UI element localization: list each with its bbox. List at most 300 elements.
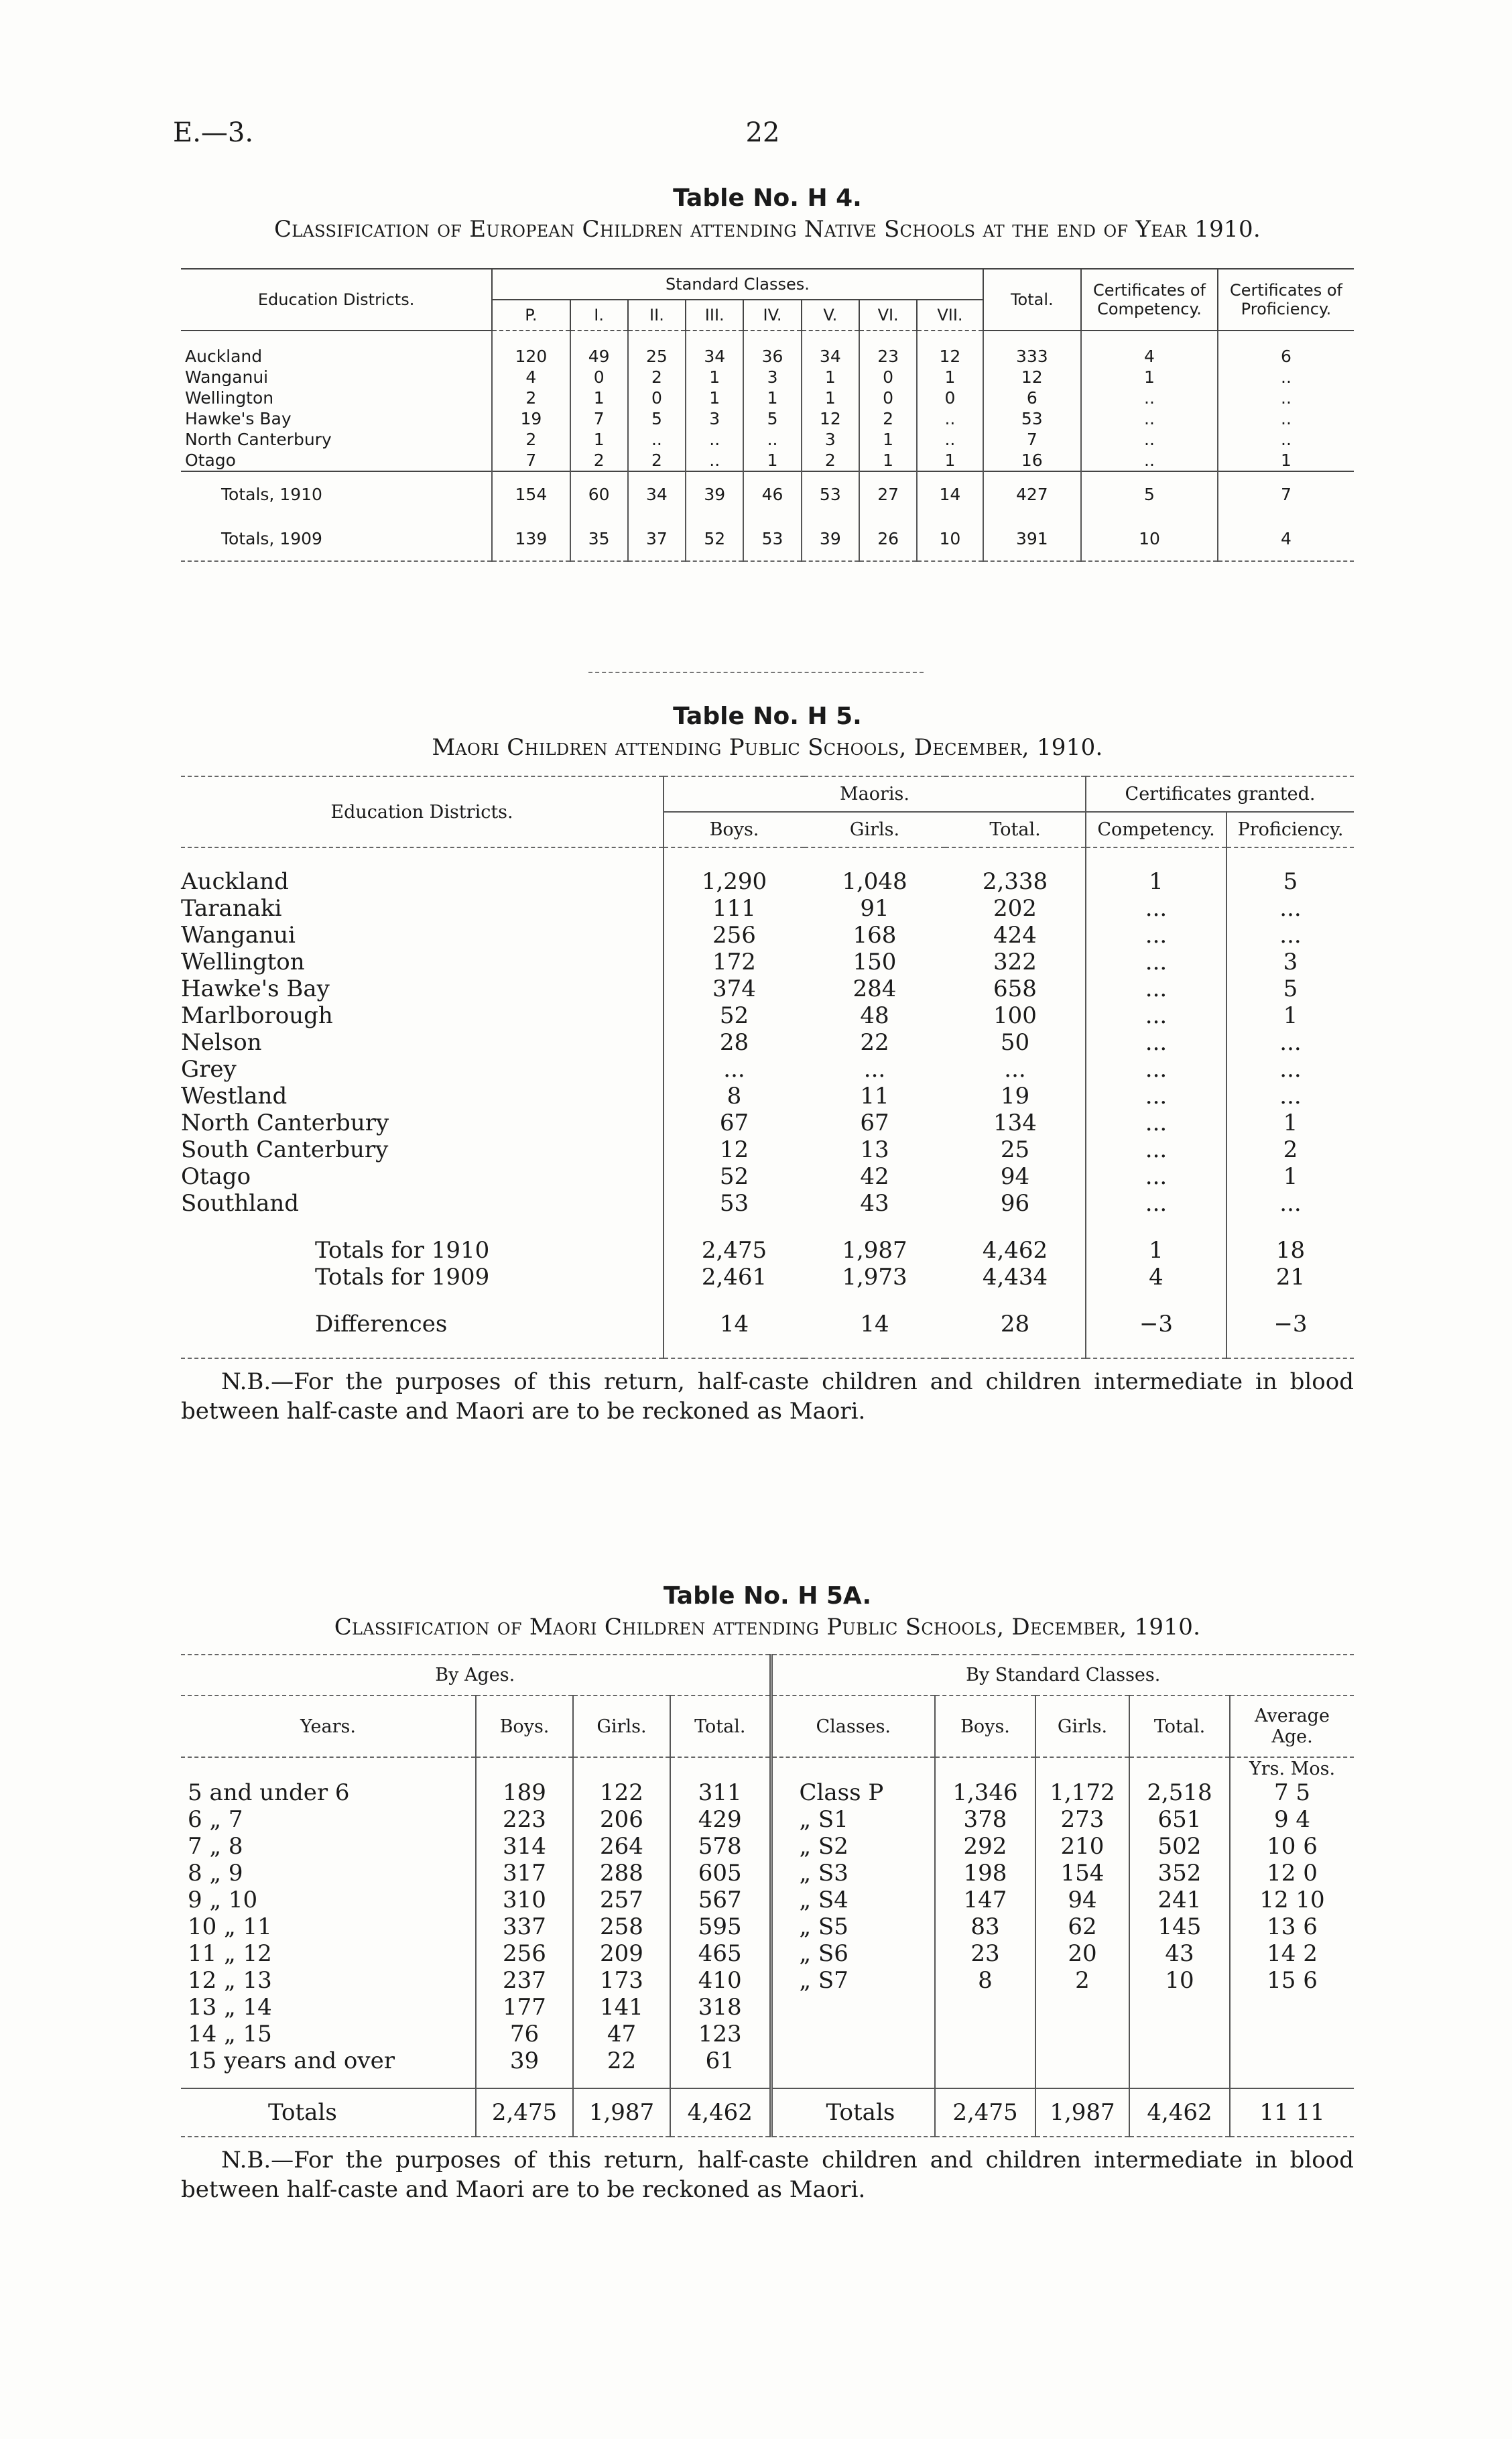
- value-cell: 337: [476, 1913, 573, 1940]
- value-cell: 2,475: [664, 1237, 804, 1264]
- value-cell: 35: [570, 516, 628, 561]
- value-cell: 28: [1000, 1311, 1030, 1337]
- value-cell: 53: [664, 1190, 804, 1217]
- value-cell: 2,518: [1129, 1779, 1230, 1806]
- spacer-cell: [804, 847, 945, 868]
- value-cell: ...: [1226, 1083, 1354, 1110]
- table-h4: [181, 268, 1354, 562]
- class-name: [771, 2021, 935, 2047]
- value-cell: 322: [993, 949, 1037, 975]
- table-row: [181, 975, 1354, 1002]
- value-cell: 237: [476, 1967, 573, 1994]
- spacer-cell: [1226, 847, 1354, 868]
- value-cell: ..: [1218, 408, 1354, 429]
- value-cell: [1230, 2021, 1354, 2047]
- h4-header-standard-classes: Standard Classes.: [492, 269, 983, 300]
- value-cell: 27: [859, 471, 917, 516]
- value-cell: 20: [1035, 1940, 1129, 1967]
- h4-header-class: IV.: [743, 300, 801, 331]
- h4-header-class: V.: [802, 300, 859, 331]
- value-cell: 67: [860, 1110, 889, 1136]
- value-cell: 4: [1081, 346, 1218, 367]
- value-cell: 12: [802, 408, 859, 429]
- value-cell: 1: [743, 450, 801, 471]
- spacer-cell: [181, 1217, 664, 1237]
- value-cell: 8: [664, 1083, 804, 1110]
- value-cell: 120: [492, 346, 570, 367]
- value-cell: 374: [664, 975, 804, 1002]
- value-cell: 14: [860, 1311, 889, 1337]
- value-cell: ..: [1081, 429, 1218, 450]
- spacer-cell: [935, 2074, 1035, 2088]
- table-h5a-subtitle: Classification of Maori Children attending Public Schools, December, 1910.: [334, 1614, 1201, 1641]
- value-cell: 46: [743, 471, 801, 516]
- section-divider: [588, 672, 924, 673]
- table-h5-subtitle: Maori Children attending Public Schools, December, 1910.: [432, 734, 1103, 761]
- value-cell: ...: [1086, 1136, 1226, 1163]
- value-cell: 317: [476, 1860, 573, 1887]
- value-cell: 651: [1129, 1806, 1230, 1833]
- spacer-cell: [1086, 1217, 1226, 1237]
- spacer-cell: [573, 2074, 670, 2088]
- h5a-header-average-age: Average Age.: [1230, 1696, 1354, 1757]
- value-cell: 60: [570, 471, 628, 516]
- h5a-header-classes: Classes.: [771, 1696, 935, 1757]
- value-cell: 1: [917, 367, 983, 388]
- totals-label: Totals: [771, 2088, 935, 2137]
- spacer-cell: [1086, 1291, 1226, 1311]
- spacer-row: [181, 1337, 1354, 1358]
- page-reference: E.—3.: [173, 117, 254, 148]
- district-name: Taranaki: [181, 895, 282, 922]
- value-cell: 61: [670, 2047, 771, 2074]
- value-cell: 1,973: [842, 1264, 907, 1291]
- value-cell: ...: [1226, 1029, 1354, 1056]
- value-cell: 12: [983, 367, 1081, 388]
- value-cell: 2: [570, 450, 628, 471]
- value-cell: 53: [802, 471, 859, 516]
- value-cell: 0: [628, 388, 686, 408]
- table-row: [181, 388, 1354, 408]
- spacer-cell: [664, 1217, 804, 1237]
- value-cell: 0: [570, 367, 628, 388]
- value-cell: 410: [670, 1967, 771, 1994]
- value-cell: ...: [1226, 1190, 1354, 1217]
- h5-header-girls: Girls.: [849, 819, 900, 840]
- value-cell: 1,290: [664, 868, 804, 895]
- value-cell: 1,987: [573, 2088, 670, 2137]
- table-row: [181, 1887, 1354, 1913]
- value-cell: [1035, 2047, 1129, 2074]
- spacer-cell: [628, 331, 686, 346]
- value-cell: 2: [802, 450, 859, 471]
- value-cell: 4: [1086, 1264, 1226, 1291]
- h5a-header-class-boys: Boys.: [935, 1696, 1035, 1757]
- table-row: [181, 429, 1354, 450]
- spacer-cell: [771, 1757, 935, 1779]
- value-cell: 502: [1129, 1833, 1230, 1860]
- value-cell: −3: [1226, 1311, 1354, 1337]
- age-range: 15 years and over: [188, 2047, 395, 2074]
- value-cell: 210: [1035, 1833, 1129, 1860]
- value-cell: [1035, 1994, 1129, 2021]
- value-cell: 13 6: [1230, 1913, 1354, 1940]
- district-name: Nelson: [181, 1029, 262, 1056]
- spacer-cell: [181, 1337, 664, 1358]
- value-cell: 2,461: [664, 1264, 804, 1291]
- value-cell: ...: [1226, 922, 1354, 949]
- value-cell: ...: [863, 1056, 886, 1083]
- value-cell: 333: [983, 346, 1081, 367]
- value-cell: [935, 2047, 1035, 2074]
- class-name: „ S1: [771, 1806, 935, 1833]
- value-cell: 141: [573, 1994, 670, 2021]
- value-cell: 1: [917, 450, 983, 471]
- value-cell: ...: [1004, 1056, 1026, 1083]
- yrs-mos-row: [181, 1757, 1354, 1779]
- value-cell: 134: [993, 1110, 1037, 1136]
- h5a-header-class-girls: Girls.: [1035, 1696, 1129, 1757]
- spacer-cell: [804, 1337, 945, 1358]
- value-cell: 19: [1000, 1083, 1030, 1110]
- value-cell: 7: [983, 429, 1081, 450]
- value-cell: 154: [492, 471, 570, 516]
- district-name: Wanganui: [181, 922, 296, 949]
- value-cell: 62: [1035, 1913, 1129, 1940]
- table-row: [181, 895, 1354, 922]
- table-row: [181, 1237, 1354, 1264]
- district-name: Grey: [181, 1056, 237, 1083]
- value-cell: 264: [573, 1833, 670, 1860]
- h4-header-class: I.: [570, 300, 628, 331]
- h5a-header-by-standard: By Standard Classes.: [771, 1655, 1354, 1696]
- spacer-cell: [1218, 331, 1354, 346]
- spacer-cell: [983, 331, 1081, 346]
- value-cell: 52: [664, 1163, 804, 1190]
- value-cell: 53: [983, 408, 1081, 429]
- value-cell: 241: [1129, 1887, 1230, 1913]
- district-name: Wellington: [185, 388, 274, 408]
- value-cell: 16: [983, 450, 1081, 471]
- value-cell: 292: [935, 1833, 1035, 1860]
- value-cell: ...: [1086, 1056, 1226, 1083]
- spacer-row: [181, 1217, 1354, 1237]
- table-row: [181, 1913, 1354, 1940]
- spacer-cell: [743, 331, 801, 346]
- value-cell: 34: [628, 471, 686, 516]
- value-cell: 22: [573, 2047, 670, 2074]
- value-cell: [1230, 1994, 1354, 2021]
- value-cell: ...: [1086, 922, 1226, 949]
- value-cell: 578: [670, 1833, 771, 1860]
- class-name: „ S3: [771, 1860, 935, 1887]
- value-cell: 1: [1226, 1110, 1354, 1136]
- value-cell: 52: [686, 516, 743, 561]
- table-h5a-section: [181, 1582, 1354, 2227]
- value-cell: 5: [628, 408, 686, 429]
- value-cell: 427: [983, 471, 1081, 516]
- value-cell: ...: [1086, 949, 1226, 975]
- spacer-cell: [573, 1757, 670, 1779]
- spacer-cell: [492, 331, 570, 346]
- value-cell: 595: [670, 1913, 771, 1940]
- value-cell: 48: [860, 1002, 889, 1029]
- value-cell: 67: [664, 1110, 804, 1136]
- value-cell: [1129, 2021, 1230, 2047]
- age-range: 11 „ 12: [188, 1940, 272, 1967]
- district-name: Auckland: [185, 347, 263, 366]
- value-cell: 258: [573, 1913, 670, 1940]
- value-cell: 318: [670, 1994, 771, 2021]
- spacer-cell: [945, 847, 1086, 868]
- value-cell: 288: [573, 1860, 670, 1887]
- value-cell: 429: [670, 1806, 771, 1833]
- spacer-cell: [945, 1217, 1086, 1237]
- value-cell: ..: [1081, 388, 1218, 408]
- district-name: Auckland: [181, 868, 289, 895]
- value-cell: 25: [1000, 1136, 1030, 1163]
- spacer-cell: [181, 2074, 476, 2088]
- value-cell: ..: [686, 450, 743, 471]
- spacer-cell: [859, 331, 917, 346]
- table-row: [181, 1190, 1354, 1217]
- value-cell: 10: [1129, 1967, 1230, 1994]
- value-cell: 39: [476, 2047, 573, 2074]
- value-cell: 37: [628, 516, 686, 561]
- h4-header-proficiency: Certificates of Proficiency.: [1218, 269, 1354, 331]
- value-cell: ..: [1081, 450, 1218, 471]
- value-cell: 6: [983, 388, 1081, 408]
- value-cell: 2: [628, 367, 686, 388]
- age-range: 9 „ 10: [188, 1887, 258, 1913]
- value-cell: 311: [670, 1779, 771, 1806]
- class-name: „ S5: [771, 1913, 935, 1940]
- value-cell: 2: [1035, 1967, 1129, 1994]
- table-row: [181, 1056, 1354, 1083]
- district-name: North Canterbury: [181, 1110, 389, 1136]
- table-row: [181, 868, 1354, 895]
- value-cell: 314: [476, 1833, 573, 1860]
- value-cell: 14: [664, 1311, 804, 1337]
- table-row: [181, 1779, 1354, 1806]
- table-row: [181, 1994, 1354, 2021]
- value-cell: 7 5: [1230, 1779, 1354, 1806]
- value-cell: ..: [917, 429, 983, 450]
- value-cell: 1: [1086, 868, 1226, 895]
- value-cell: 2,475: [476, 2088, 573, 2137]
- table-row: [181, 1806, 1354, 1833]
- spacer-row: [181, 2074, 1354, 2088]
- value-cell: 465: [670, 1940, 771, 1967]
- district-name: Otago: [185, 451, 236, 470]
- value-cell: ...: [1226, 1056, 1354, 1083]
- value-cell: 154: [1035, 1860, 1129, 1887]
- h5-header-maoris: Maoris.: [664, 776, 1086, 812]
- value-cell: 13: [860, 1136, 889, 1163]
- table-row: [181, 1264, 1354, 1291]
- table-row: [181, 1860, 1354, 1887]
- value-cell: 96: [1000, 1190, 1030, 1217]
- value-cell: 256: [664, 922, 804, 949]
- value-cell: 22: [860, 1029, 889, 1056]
- value-cell: ..: [1081, 408, 1218, 429]
- value-cell: 567: [670, 1887, 771, 1913]
- value-cell: 2: [492, 388, 570, 408]
- value-cell: 2: [1226, 1136, 1354, 1163]
- page-header: [173, 117, 1352, 158]
- value-cell: 39: [686, 471, 743, 516]
- value-cell: 4,462: [670, 2088, 771, 2137]
- value-cell: ...: [1086, 1163, 1226, 1190]
- value-cell: 36: [743, 346, 801, 367]
- district-name: Wellington: [181, 949, 305, 975]
- district-name: Marlborough: [181, 1002, 333, 1029]
- h5a-header-class-total: Total.: [1129, 1696, 1230, 1757]
- spacer-cell: [664, 1291, 804, 1311]
- age-range: 10 „ 11: [188, 1913, 272, 1940]
- spacer-cell: [1086, 847, 1226, 868]
- value-cell: 12: [664, 1136, 804, 1163]
- value-cell: [935, 1994, 1035, 2021]
- value-cell: 1,048: [842, 868, 907, 895]
- value-cell: 0: [917, 388, 983, 408]
- spacer-cell: [181, 1291, 664, 1311]
- value-cell: 605: [670, 1860, 771, 1887]
- value-cell: 91: [860, 895, 889, 922]
- value-cell: 4: [492, 367, 570, 388]
- spacer-cell: [1081, 331, 1218, 346]
- value-cell: 7: [492, 450, 570, 471]
- spacer-cell: [1226, 1337, 1354, 1358]
- spacer-cell: [664, 1337, 804, 1358]
- spacer-row: [181, 331, 1354, 346]
- h4-header-district: Education Districts.: [181, 269, 492, 331]
- value-cell: 198: [935, 1860, 1035, 1887]
- class-name: Class P: [771, 1779, 935, 1806]
- value-cell: 2: [628, 450, 686, 471]
- district-name: Wanganui: [185, 367, 269, 387]
- spacer-row: [181, 1291, 1354, 1311]
- value-cell: ...: [1086, 1083, 1226, 1110]
- spacer-cell: [802, 331, 859, 346]
- h5-header-certificates: Certificates granted.: [1086, 776, 1354, 812]
- spacer-cell: [1086, 1337, 1226, 1358]
- table-row: [181, 346, 1354, 367]
- value-cell: 3: [686, 408, 743, 429]
- value-cell: 5: [1226, 868, 1354, 895]
- value-cell: 4,462: [982, 1237, 1048, 1264]
- h5-header-total: Total.: [989, 819, 1041, 840]
- spacer-cell: [935, 1757, 1035, 1779]
- value-cell: 43: [860, 1190, 889, 1217]
- value-cell: ...: [1086, 975, 1226, 1002]
- value-cell: 2: [859, 408, 917, 429]
- spacer-cell: [804, 1291, 945, 1311]
- totals-label: Totals: [268, 2099, 337, 2126]
- spacer-cell: [1226, 1217, 1354, 1237]
- value-cell: ...: [1086, 895, 1226, 922]
- value-cell: 53: [743, 516, 801, 561]
- value-cell: 173: [573, 1967, 670, 1994]
- value-cell: 19: [492, 408, 570, 429]
- table-h5-section: [181, 703, 1354, 1449]
- h5-header-proficiency: Proficiency.: [1226, 812, 1354, 847]
- totals-row: [181, 516, 1354, 561]
- value-cell: 256: [476, 1940, 573, 1967]
- value-cell: 39: [802, 516, 859, 561]
- spacer-cell: [917, 331, 983, 346]
- value-cell: [935, 2021, 1035, 2047]
- value-cell: 1: [686, 367, 743, 388]
- h5a-header-girls: Girls.: [573, 1696, 670, 1757]
- value-cell: 1: [802, 388, 859, 408]
- page-number: 22: [745, 117, 780, 148]
- value-cell: 43: [1129, 1940, 1230, 1967]
- table-h5a: [181, 1654, 1354, 2137]
- value-cell: 424: [993, 922, 1037, 949]
- value-cell: ..: [628, 429, 686, 450]
- value-cell: 378: [935, 1806, 1035, 1833]
- value-cell: 100: [993, 1002, 1037, 1029]
- h5a-header-by-ages: By Ages.: [435, 1665, 515, 1685]
- table-h5-title: Table No. H 5.: [673, 703, 862, 730]
- value-cell: 94: [1000, 1163, 1030, 1190]
- table-h4-title: Table No. H 4.: [673, 184, 862, 212]
- value-cell: 1: [1226, 1002, 1354, 1029]
- value-cell: 0: [859, 367, 917, 388]
- value-cell: 10: [1081, 516, 1218, 561]
- value-cell: 1: [570, 429, 628, 450]
- value-cell: 310: [476, 1887, 573, 1913]
- value-cell: ..: [686, 429, 743, 450]
- value-cell: 1: [859, 450, 917, 471]
- value-cell: [1129, 2047, 1230, 2074]
- spacer-cell: [1129, 2074, 1230, 2088]
- spacer-cell: [476, 1757, 573, 1779]
- age-range: 6 „ 7: [188, 1806, 243, 1833]
- table-row: [181, 1083, 1354, 1110]
- h4-header-class: P.: [492, 300, 570, 331]
- table-h5a-title: Table No. H 5A.: [663, 1582, 872, 1610]
- table-row: [181, 1029, 1354, 1056]
- spacer-cell: [686, 331, 743, 346]
- h4-header-class: VI.: [859, 300, 917, 331]
- value-cell: 1: [686, 388, 743, 408]
- value-cell: ..: [1218, 429, 1354, 450]
- class-name: „ S4: [771, 1887, 935, 1913]
- table-h4-subtitle: Classification of European Children attending Native Schools at the end of Year 1910.: [273, 216, 1261, 243]
- value-cell: 145: [1129, 1913, 1230, 1940]
- value-cell: 111: [664, 895, 804, 922]
- value-cell: 4,434: [982, 1264, 1048, 1291]
- value-cell: 12 10: [1230, 1887, 1354, 1913]
- value-cell: 172: [664, 949, 804, 975]
- value-cell: 168: [853, 922, 897, 949]
- value-cell: 6: [1218, 346, 1354, 367]
- value-cell: ..: [1218, 388, 1354, 408]
- h4-header-class: II.: [628, 300, 686, 331]
- value-cell: 1: [859, 429, 917, 450]
- value-cell: 1: [1226, 1163, 1354, 1190]
- district-name: Otago: [181, 1163, 251, 1190]
- spacer-cell: [181, 331, 492, 346]
- value-cell: ..: [917, 408, 983, 429]
- value-cell: 1: [1218, 450, 1354, 471]
- table-row: [181, 2047, 1354, 2074]
- age-range: 14 „ 15: [188, 2021, 272, 2047]
- value-cell: ...: [1086, 1002, 1226, 1029]
- table-row: [181, 1311, 1354, 1337]
